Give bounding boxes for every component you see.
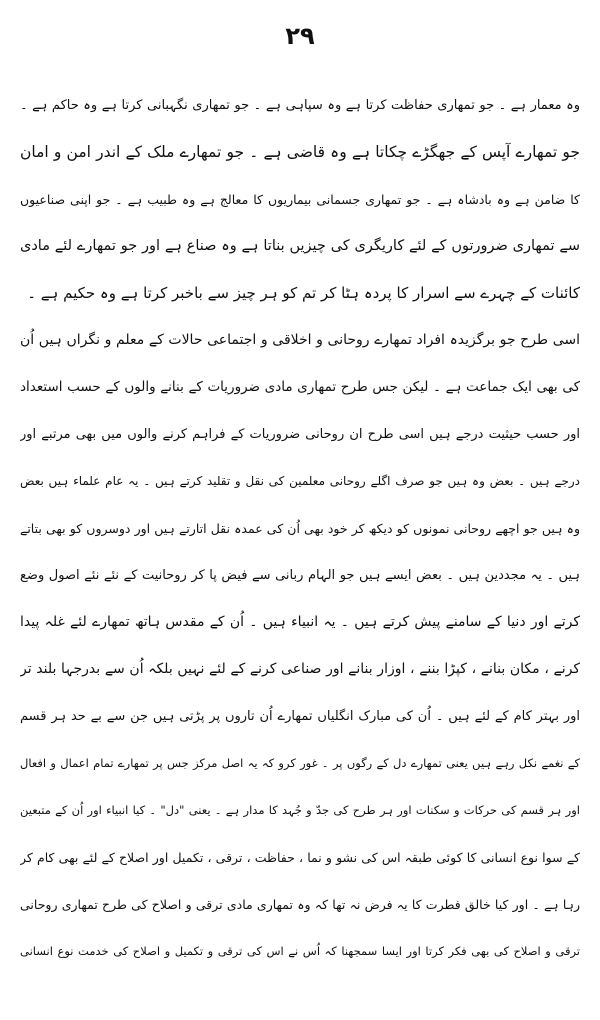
text-line: کی بھی ایک جماعت ہے ۔ لیکن جس طرح تمھاری مادی ضروریات کے بنانے والوں کے حسب استعداد: [20, 379, 580, 395]
text-line: درجے ہیں ۔ بعض وہ ہیں جو صرف اگلے روحانی معلمین کی نقل و تقلید کرتے ہیں ۔ یہ عام علماء ہیں بعض: [20, 474, 580, 488]
text-line: اسی طرح جو برگزیدہ افراد تمھارے روحانی و اخلاقی و اجتماعی حالات کے معلم و نگراں ہیں اُن: [20, 332, 580, 348]
text-line: اور حسب حیثیت درجے ہیں اسی طرح ان روحانی ضروریات کے فراہم کرنے والوں میں بھی مرتبے اور: [20, 427, 580, 442]
body-text: [20, 82, 580, 975]
text-line: وہ معمار ہے ۔ جو تمھاری حفاظت کرتا ہے وہ سپاہی ہے ۔ جو تمھاری نگہبانی کرتا ہے وہ حاکم ہے ۔: [20, 98, 580, 113]
text-line: کرنے ، مکان بنانے ، کپڑا بننے ، اوزار بنانے اور صناعی کرنے کے لئے نہیں بلکہ اُن سے بدرجہا بلند تر: [20, 661, 580, 677]
text-line: ترقی و اصلاح کی بھی فکر کرتا اور ایسا سمجھنا کہ اُس نے اس کی ترقی و تکمیل و اصلاح کی خدمت نوع انسانی: [20, 944, 580, 958]
text-line: کے نغمے نکل رہے ہیں یعنی تمھارے دل کے رگوں پر ۔ غور کرو کہ یہ اصل مرکز جس پر تمھارے تمام اعمال و افعال: [20, 756, 580, 770]
text-line: رہا ہے ۔ اور کیا خالق فطرت کا یہ فرض نہ تھا کہ وہ تمھاری مادی ترقی و اصلاح کی طرح تمھاری روحانی: [20, 897, 580, 912]
page-number: ۲۹: [285, 22, 315, 50]
text-line: اور ہر قسم کی حرکات و سکنات اور ہر طرح کی جدّ و جُہد کا مدار ہے ۔ یعنی "دل" ۔ کیا انبیاء اور اُن کے متبعین: [20, 803, 580, 817]
text-line: وہ ہیں جو اچھے روحانی نمونوں کو دیکھ کر خود بھی اُن کی عمدہ نقل اتارتے ہیں اور دوسروں کو بھی بتاتے: [20, 521, 580, 536]
text-line: کا ضامن ہے وہ بادشاہ ہے ۔ جو تمھاری جسمانی بیماریوں کا معالج ہے وہ طبیب ہے ۔ جو اپنی صناعیوں: [20, 192, 580, 207]
text-line: ہیں ۔ یہ مجددین ہیں ۔ بعض ایسے ہیں جو الہام ربانی سے فیض پا کر روحانیت کے نئے نئے اصول وضع: [20, 568, 580, 583]
text-line: جو تمھارے آپس کے جھگڑے چکاتا ہے وہ قاضی ہے ۔ جو تمھارے ملک کے اندر امن و امان: [20, 143, 580, 161]
text-line: کے سوا نوع انسانی کا کوئی طبقہ اس کی نشو و نما ، حفاظت ، ترقی ، تکمیل اور اصلاح کے لئے بھی کام کر: [20, 850, 580, 865]
text-line: سے تمھاری ضرورتوں کے لئے کاریگری کی چیزیں بناتا ہے وہ صناع ہے اور جو تمھارے لئے مادی: [20, 238, 580, 254]
text-line: کرتے اور دنیا کے سامنے پیش کرتے ہیں ۔ یہ انبیاء ہیں ۔ اُن کے مقدس ہاتھ تمھارے لئے غلہ پیدا: [20, 614, 580, 630]
text-line: کائنات کے چہرے سے اسرار کا پردہ ہٹا کر تم کو ہر چیز سے باخبر کرتا ہے وہ حکیم ہے ۔: [27, 284, 580, 302]
text-line: اور بہتر کام کے لئے ہیں ۔ اُن کی مبارک انگلیاں تمھارے اُن تاروں پر پڑتی ہیں جن سے بے حد ہر قسم: [20, 709, 580, 724]
